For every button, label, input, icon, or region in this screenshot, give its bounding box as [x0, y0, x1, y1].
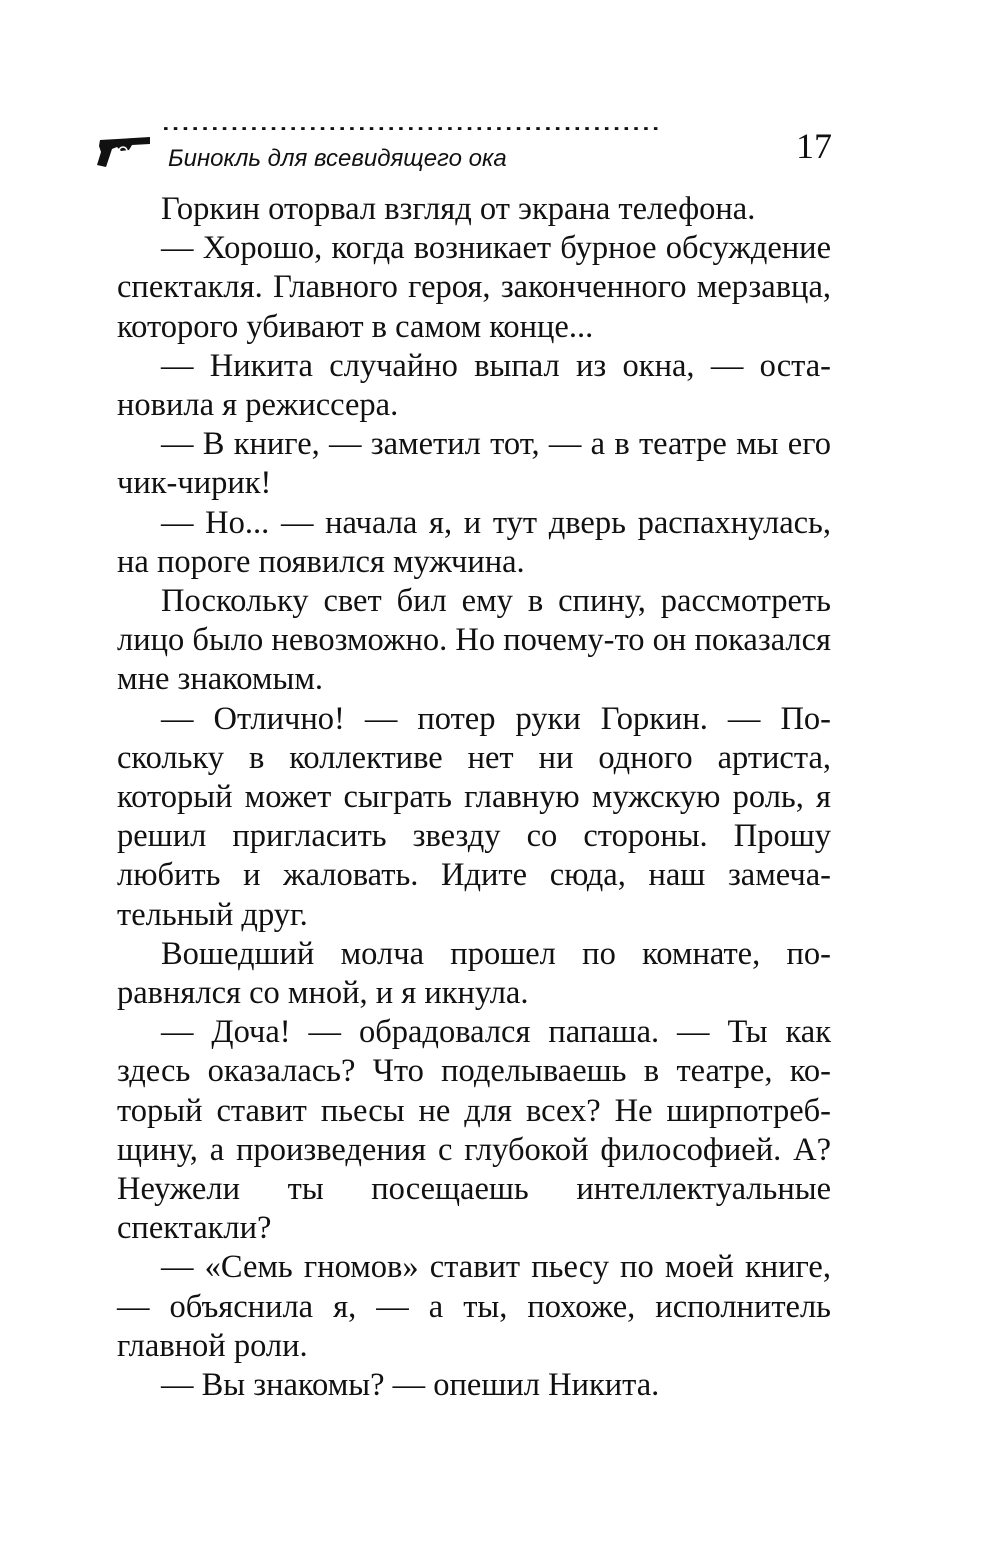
revolver-icon	[96, 130, 154, 170]
body-text	[117, 190, 831, 1405]
paragraph: — Доча! — обрадовался папаша. — Ты как здесь оказалась? Что поделываешь в театре, который ставит пьесы не для всех? Не ширпотребщину, а произведения с глубокой философией. А? Неужели ты посещаешь интеллектуальные спектакли?	[117, 1014, 831, 1247]
paragraph: Горкин оторвал взгляд от экрана телефона.	[161, 191, 756, 227]
paragraph: Поскольку свет бил ему в спину, рассмотреть лицо было невозможно. Но почему-то он показался мне знакомым.	[117, 583, 831, 698]
paragraph: — Вы знакомы? — опешил Никита.	[161, 1367, 660, 1404]
page-number: 17	[796, 126, 832, 166]
paragraph: — «Семь гномов» ставит пьесу по моей книге, — объяснила я, — а ты, похоже, исполнитель главной роли.	[117, 1249, 831, 1364]
book-title: Бинокль для всевидящего ока	[168, 145, 507, 172]
paragraph: — Но... — начала я, и тут дверь распахнулась, на пороге появился мужчина.	[117, 504, 831, 580]
paragraph: Вошедший молча прошел по комнате, поравнялся со мной, и я икнула.	[117, 935, 831, 1012]
running-header	[96, 118, 836, 178]
paragraph: — Хорошо, когда возникает бурное обсуждение спектакля. Главного героя, законченного мерзавца, которого убивают в самом конце...	[117, 230, 831, 345]
header-dotted-rule: ...................................................	[162, 118, 662, 130]
paragraph: — Никита случайно выпал из окна, — остановила я режиссера.	[117, 347, 831, 424]
paragraph: — Отлично! — потер руки Горкин. — Поскольку в коллективе нет ни одного артиста, который может сыграть главную мужскую роль, я решил пригласить звезду со стороны. Прошу любить и жаловать. Идите сюда, наш замечательный друг.	[117, 700, 831, 933]
paragraph: — В книге, — заметил тот, — а в театре мы его чик-чирик!	[117, 426, 831, 502]
